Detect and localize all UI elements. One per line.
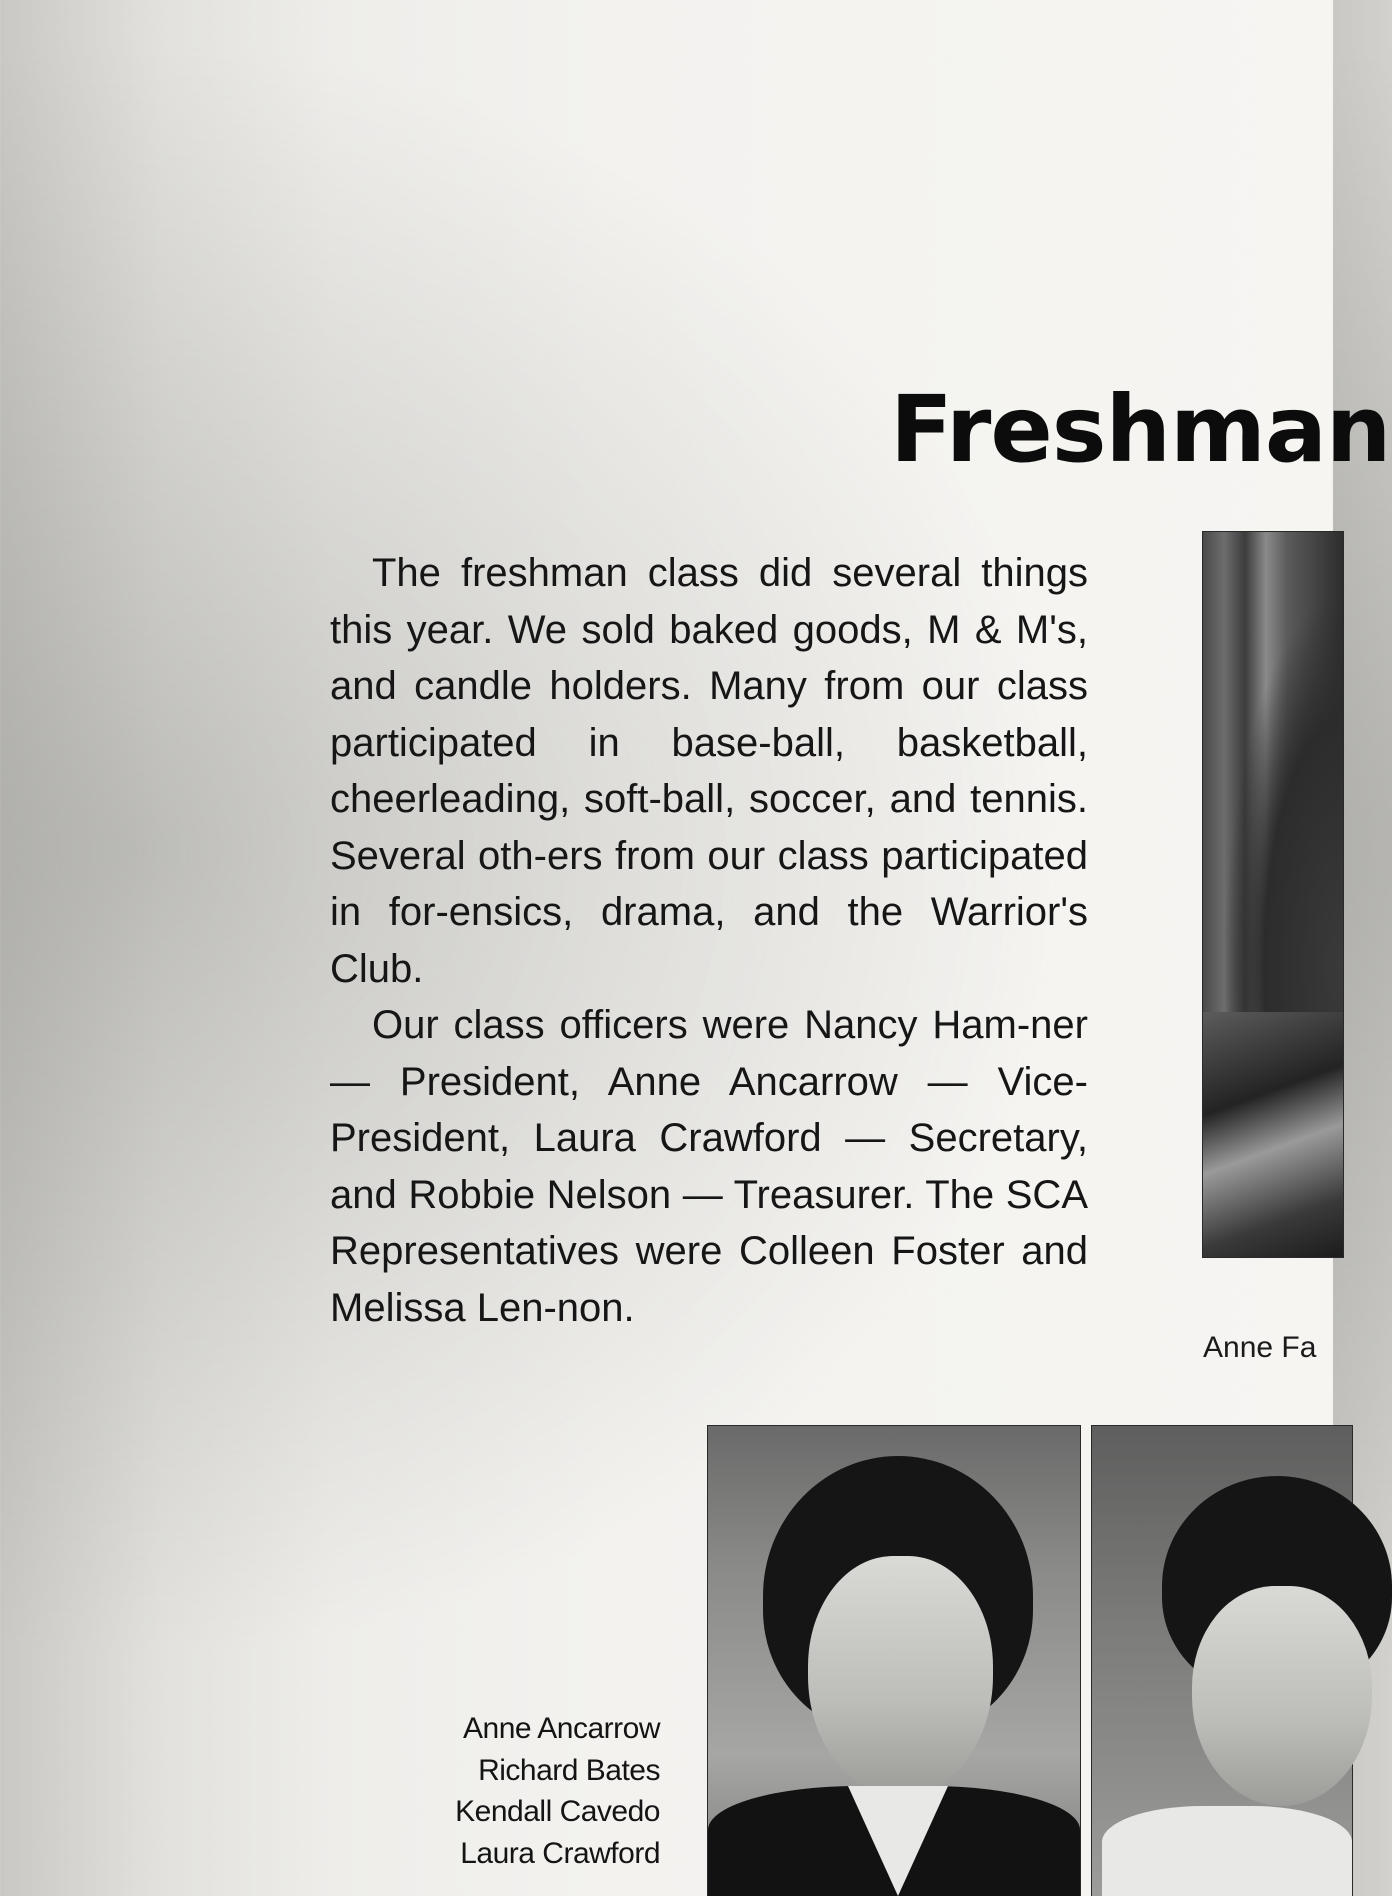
student-name-list (360, 1708, 660, 1874)
group-photo (1203, 532, 1343, 1257)
student-name: Kendall Cavedo (455, 1795, 660, 1828)
student-name: Richard Bates (478, 1753, 660, 1787)
portrait-shirt (1102, 1806, 1352, 1896)
portrait-face (1192, 1586, 1372, 1806)
portrait-face (808, 1556, 993, 1796)
student-name: Laura Crawford (460, 1836, 660, 1870)
body-text (330, 545, 1088, 1336)
student-portrait-2 (1092, 1426, 1352, 1896)
group-photo-caption: Anne Fa (1203, 1331, 1317, 1364)
body-paragraph-1: The freshman class did several things this year. We sold baked goods, M & M's, and candle holders. Many from our class participated in base-ball, basketball, cheerleading, soft-ball, soccer, and tennis. Several oth-ers from our class participated in for-ensics, drama, and the Warrior's Club. (330, 551, 1088, 991)
student-portrait-1 (708, 1426, 1080, 1896)
body-paragraph-2: Our class officers were Nancy Ham-ner — President, Anne Ancarrow — Vice-President, Laura Crawford — Secretary, and Robbie Nelson — Treasurer. The SCA Representatives were Colleen Foster and Melissa Len-non. (330, 1003, 1088, 1330)
student-name: Anne Ancarrow (463, 1712, 660, 1745)
page-title: Freshman (890, 376, 1391, 483)
photo-shadow-area (1203, 1012, 1343, 1257)
